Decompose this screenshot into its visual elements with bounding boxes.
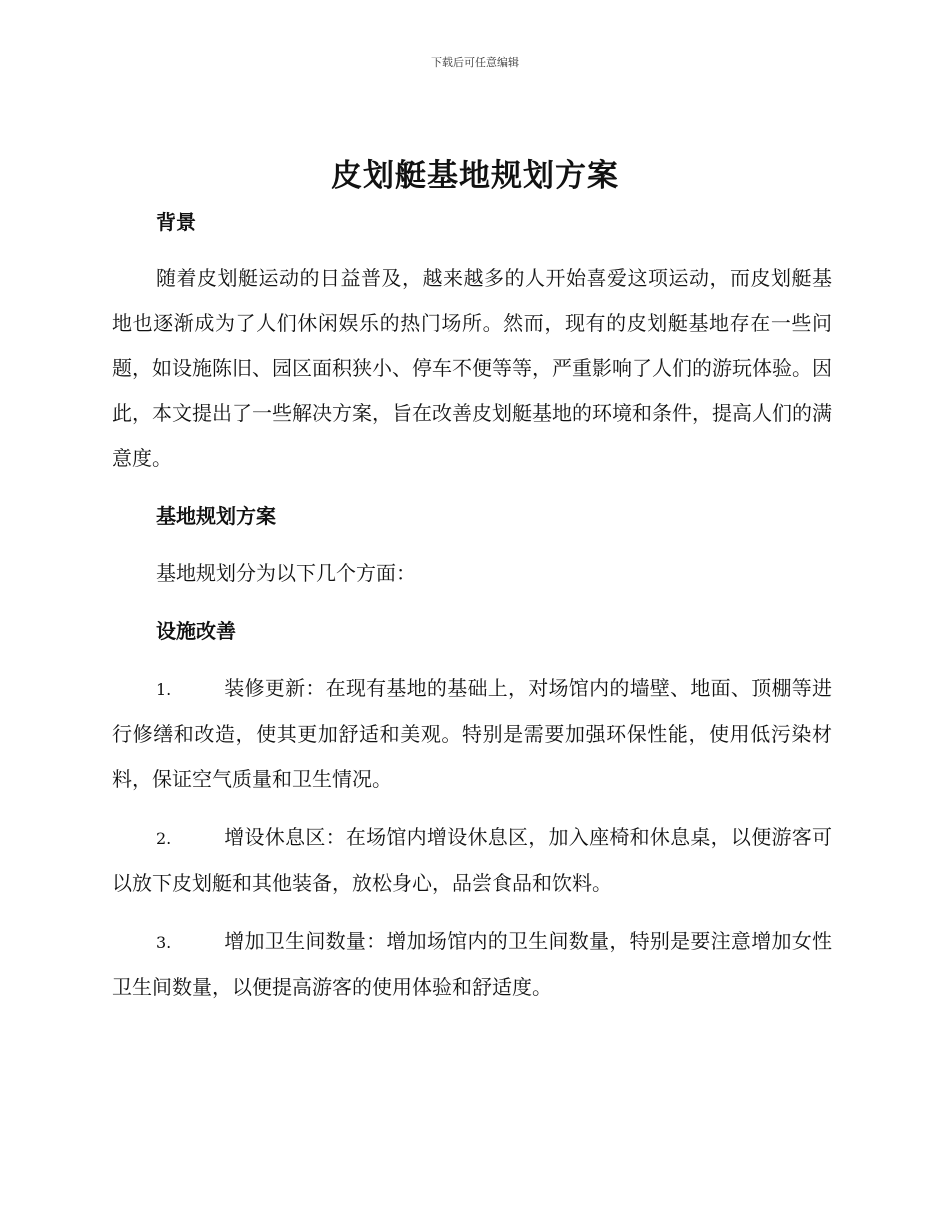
- document-body: [112, 200, 832, 1010]
- section-heading-plan: 基地规划方案: [156, 504, 276, 528]
- list-item: [112, 919, 832, 1010]
- list-item-text: 增设休息区：在场馆内增设休息区，加入座椅和休息桌，以便游客可以放下皮划艇和其他装备，放松身心，品尝食品和饮料。: [112, 825, 832, 895]
- list-item: [112, 815, 832, 906]
- section-heading-background: 背景: [156, 210, 196, 234]
- background-paragraph: 随着皮划艇运动的日益普及，越来越多的人开始喜爱这项运动，而皮划艇基地也逐渐成为了人们休闲娱乐的热门场所。然而，现有的皮划艇基地存在一些问题，如设施陈旧、园区面积狭小、停车不便等等，严重影响了人们的游玩体验。因此，本文提出了一些解决方案，旨在改善皮划艇基地的环境和条件，提高人们的满意度。: [112, 266, 832, 470]
- list-item-number: 1.: [156, 680, 172, 699]
- page-header-note: 下载后可任意编辑: [431, 56, 519, 69]
- plan-intro-paragraph: 基地规划分为以下几个方面：: [156, 561, 416, 585]
- document-title: 皮划艇基地规划方案: [331, 158, 619, 194]
- section-heading-facility: 设施改善: [156, 619, 236, 643]
- list-item: [112, 666, 832, 802]
- list-item-number: 3.: [156, 933, 172, 952]
- list-item-text: 装修更新：在现有基地的基础上，对场馆内的墙壁、地面、顶棚等进行修缮和改造，使其更加舒适和美观。特别是需要加强环保性能，使用低污染材料，保证空气质量和卫生情况。: [112, 676, 832, 791]
- list-item-text: 增加卫生间数量：增加场馆内的卫生间数量，特别是要注意增加女性卫生间数量，以便提高游客的使用体验和舒适度。: [112, 929, 832, 999]
- list-item-number: 2.: [156, 829, 172, 848]
